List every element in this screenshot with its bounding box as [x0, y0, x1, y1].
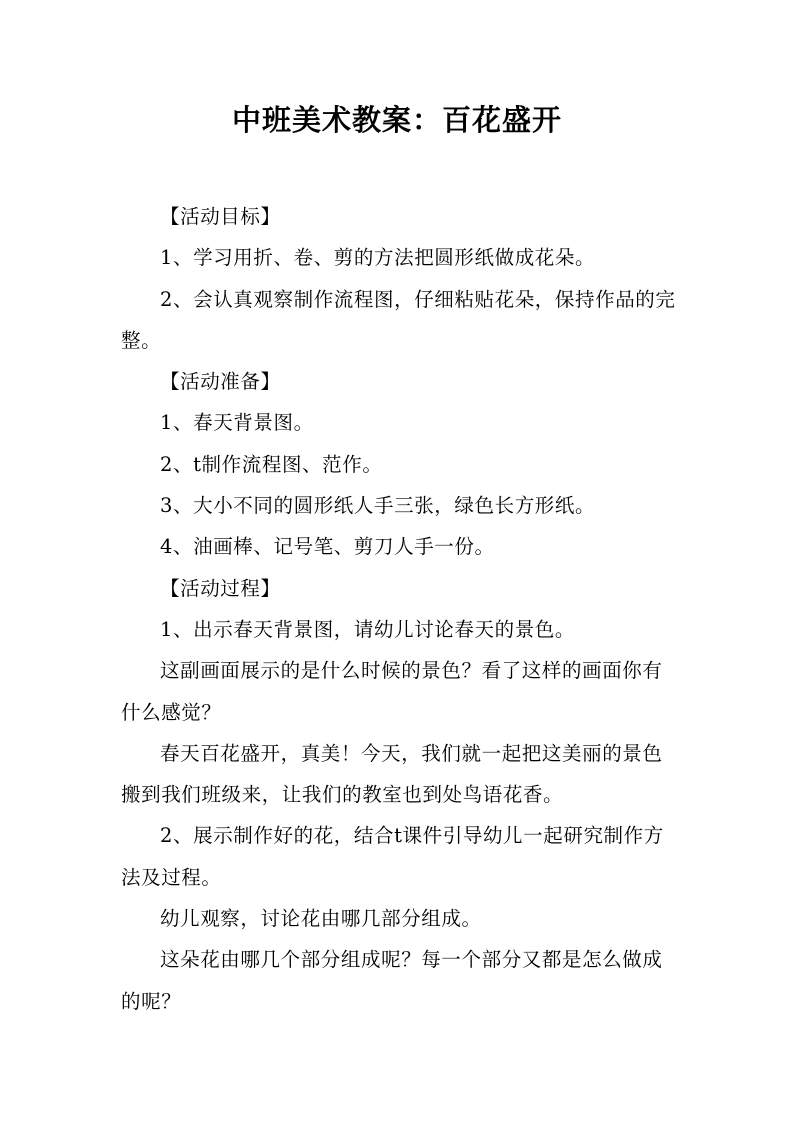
process-paragraph: 幼儿观察，讨论花由哪几部分组成。 — [160, 907, 482, 931]
process-paragraph: 春天百花盛开，真美！今天，我们就一起把这美丽的景色搬到我们班级来，让我们的教室也到处鸟语花香。 — [121, 741, 663, 807]
section-heading-process: 【活动过程】 — [160, 576, 281, 600]
goal-item-2: 2、会认真观察制作流程图，仔细粘贴花朵，保持作品的完整。 — [121, 287, 676, 352]
process-paragraph: 这副画面展示的是什么时候的景色？看了这样的画面你有什么感觉？ — [121, 659, 663, 724]
section-heading-goals: 【活动目标】 — [160, 205, 281, 228]
document-body — [121, 196, 677, 1022]
document-title: 中班美术教案：百花盛开 — [231, 103, 562, 137]
preparation-item-2: 2、t制作流程图、范作。 — [160, 452, 383, 476]
preparation-item-4: 4、油画棒、记号笔、剪刀人手一份。 — [160, 535, 495, 559]
process-step-1: 1、出示春天背景图，请幼儿讨论春天的景色。 — [160, 617, 576, 641]
section-heading-preparation: 【活动准备】 — [160, 370, 281, 394]
process-step-2: 2、展示制作好的花，结合t课件引导幼儿一起研究制作方法及过程。 — [121, 824, 664, 889]
goal-item-1: 1、学习用折、卷、剪的方法把圆形纸做成花朵。 — [160, 246, 596, 270]
preparation-item-3: 3、大小不同的圆形纸人手三张，绿色长方形纸。 — [160, 494, 596, 518]
process-paragraph: 这朵花由哪几个部分组成呢？每一个部分又都是怎么做成的呢？ — [121, 948, 663, 1013]
preparation-item-1: 1、春天背景图。 — [160, 411, 314, 435]
